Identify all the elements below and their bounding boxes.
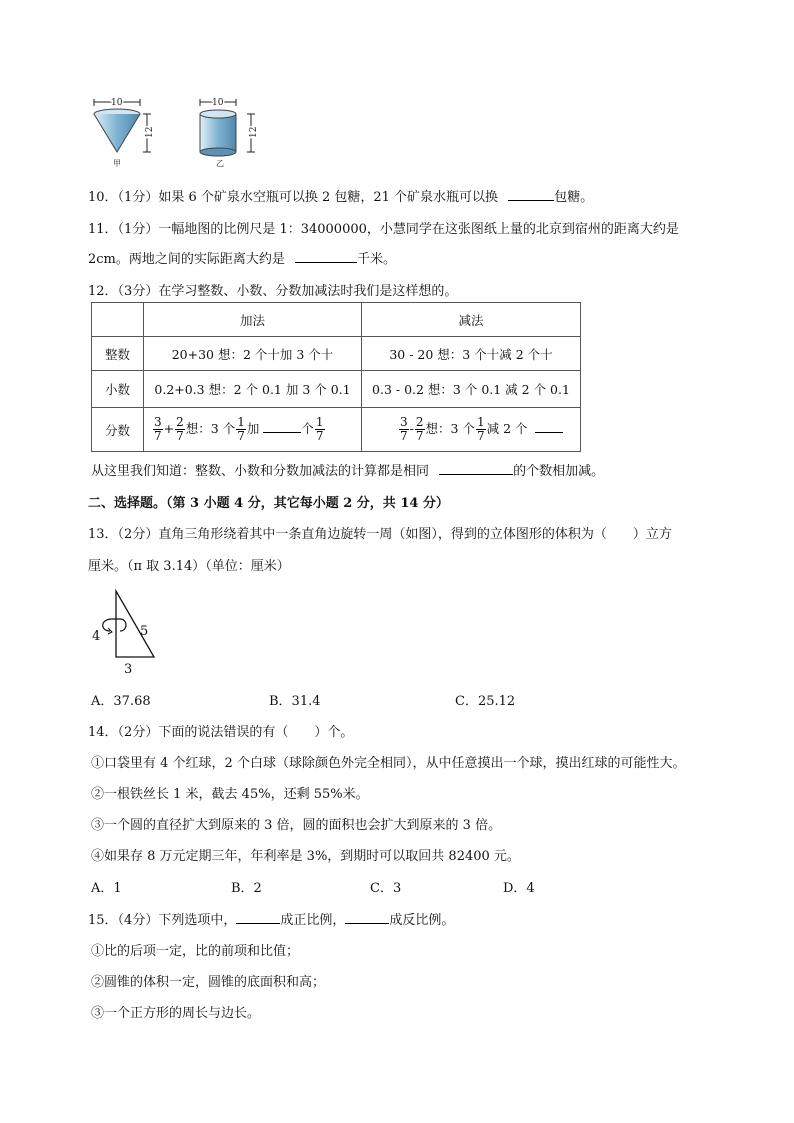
q14-option-d[interactable]: D．4 [503, 881, 535, 896]
q15-item: ②圆锥的体积一定，圆锥的底面积和高； [91, 975, 326, 990]
question-15: 15．（4分）下列选项中， 成正比例， 成反比例。 [88, 913, 455, 928]
frac-sub-cell: $\frac{3}{7}$ - $\frac{2}{7}$ 想：3 个 $\frac{1}{7}$ 减 2 个 [362, 408, 581, 452]
q12-add-blank[interactable] [263, 420, 301, 433]
table-header-empty [92, 303, 144, 337]
cylinder-name-label: 乙 [216, 159, 224, 168]
cone-top-label: 10 [111, 98, 123, 108]
q10-text: 10．（1分）如果 6 个矿泉水空瓶可以换 2 包糖，21 个矿泉水瓶可以换 [88, 190, 499, 205]
q11-answer-blank[interactable] [295, 250, 357, 263]
fraction-1-7: $\frac{1}{7}$ [476, 415, 485, 443]
q13-option-a[interactable]: A．37.68 [91, 694, 151, 709]
question-12: 12．（3分）在学习整数、小数、分数加减法时我们是这样想的。 [88, 284, 458, 299]
q12-conclusion-blank[interactable] [439, 462, 513, 475]
question-13-line1: 13．（2分）直角三角形绕着其中一条直角边旋转一周（如图），得到的立体图形的体积为（ ）立方 [88, 527, 672, 542]
q12-sub-blank[interactable] [535, 420, 563, 433]
cone-name-label: 甲 [113, 159, 121, 168]
q10-suffix: 包糖。 [554, 190, 594, 205]
triangle-hypotenuse: 5 [140, 624, 149, 639]
row-sub: 0.3 - 0.2 想：3 个 0.1 减 2 个 0.1 [362, 371, 581, 408]
q14-option-a[interactable]: A．1 [91, 881, 122, 896]
q14-statement: ②一根铁丝长 1 米，截去 45%，还剩 55%米。 [91, 787, 369, 802]
question-13-line2: 厘米。（π 取 3.14）（单位：厘米） [88, 559, 290, 574]
row-label: 整数 [92, 337, 144, 371]
fraction-1-7: $\frac{1}{7}$ [315, 415, 324, 443]
table-row [92, 371, 581, 408]
question-11-line1: 11．（1分）一幅地图的比例尺是 1：34000000，小慧同学在这张图纸上量的北京到宿州的距离大约是 [88, 222, 679, 237]
row-label: 分数 [92, 408, 144, 452]
q14-statement: ①口袋里有 4 个红球，2 个白球（球除颜色外完全相同），从中任意摸出一个球，摸出红球的可能性大。 [91, 756, 686, 771]
question-10 [88, 186, 593, 205]
fraction-3-7: $\frac{3}{7}$ [154, 415, 162, 443]
q14-option-b[interactable]: B．2 [231, 881, 262, 896]
row-sub: 30 - 20 想：3 个十减 2 个十 [362, 337, 581, 371]
q11-suffix: 千米。 [357, 252, 397, 267]
q14-statement: ④如果存 8 万元定期三年，年利率是 3%，到期时可以取回共 82400 元。 [91, 849, 520, 864]
addition-subtraction-table [91, 302, 581, 452]
row-add: 20+30 想：2 个十加 3 个十 [144, 337, 362, 371]
section-2-title: 二、选择题。（第 3 小题 4 分，其它每小题 2 分，共 14 分） [88, 496, 449, 511]
q11-line2-text: 2cm。两地之间的实际距离大约是 [88, 252, 285, 267]
triangle-leg-b: 3 [124, 662, 133, 675]
q12-conclusion: 从这里我们知道：整数、小数和分数加减法的计算都是相同 的个数相加减。 [91, 464, 605, 479]
frac-add-cell: $\frac{3}{7}$ + $\frac{2}{7}$ 想：3 个 $\frac{1}{7}$ 加 个 $\frac{1}{7}$ [144, 408, 362, 452]
cylinder-top-label: 10 [212, 98, 224, 108]
q14-statement: ③一个圆的直径扩大到原来的 3 倍，圆的面积也会扩大到原来的 3 倍。 [91, 818, 502, 833]
q15-direct-blank[interactable] [236, 911, 280, 924]
cone-figure [92, 96, 162, 168]
table-row [92, 337, 581, 371]
question-11-line2 [88, 248, 396, 267]
fraction-3-7: $\frac{3}{7}$ [400, 415, 408, 443]
triangle-rotation-figure [88, 585, 162, 675]
row-add: 0.2+0.3 想：2 个 0.1 加 3 个 0.1 [144, 371, 362, 408]
cone-side-label: 12 [145, 126, 155, 138]
question-14: 14．（2分）下面的说法错误的有（ ）个。 [88, 725, 354, 740]
table-header-add: 加法 [144, 303, 362, 337]
fraction-2-7: $\frac{2}{7}$ [415, 415, 424, 443]
cylinder-side-label: 12 [249, 126, 259, 138]
table-header-sub: 减法 [362, 303, 581, 337]
triangle-leg-a: 4 [92, 629, 101, 644]
row-label: 小数 [92, 371, 144, 408]
q10-answer-blank[interactable] [508, 188, 554, 201]
q13-option-b[interactable]: B．31.4 [269, 694, 321, 709]
table-row-fraction [92, 408, 581, 452]
fraction-2-7: $\frac{2}{7}$ [176, 415, 184, 443]
q14-option-c[interactable]: C．3 [370, 881, 402, 896]
q15-item: ①比的后项一定，比的前项和比值； [91, 944, 300, 959]
q15-item: ③一个正方形的周长与边长。 [91, 1006, 261, 1021]
q15-inverse-blank[interactable] [345, 911, 389, 924]
cylinder-figure [196, 96, 266, 168]
q13-option-c[interactable]: C．25.12 [455, 694, 516, 709]
fraction-1-7: $\frac{1}{7}$ [237, 415, 245, 443]
